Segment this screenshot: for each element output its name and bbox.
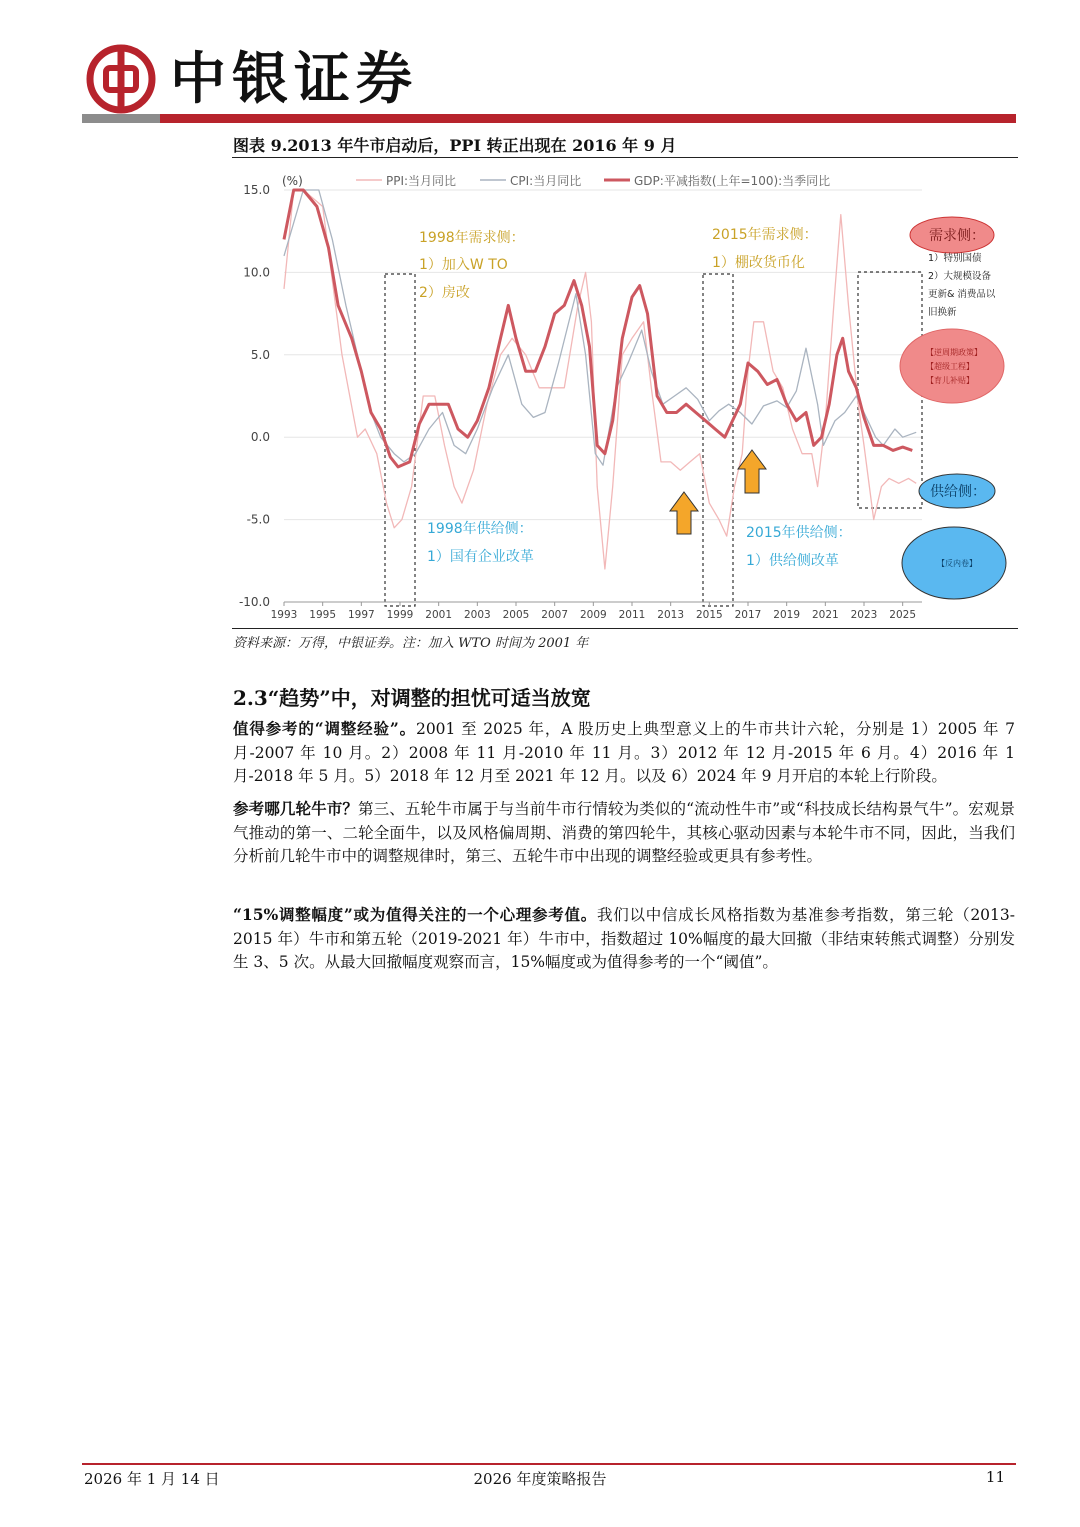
x-tick-label: 1995 [309, 609, 337, 621]
y-unit-label: (%) [282, 174, 303, 188]
demand-list-item1: 1）特别国债 [928, 253, 982, 264]
y-tick-label: -5.0 [246, 512, 270, 527]
figure-title: 图表 9.2013 年牛市启动后，PPI 转正出现在 2016 年 9 月 [233, 136, 677, 155]
policy-tag-3: 【育儿补贴】 [926, 376, 974, 385]
x-tick-label: 2013 [657, 609, 685, 621]
highlight-box-1999 [385, 274, 415, 606]
y-tick-label: 5.0 [250, 347, 270, 362]
x-tick-label: 2021 [811, 609, 839, 621]
legend-label-gdp: GDP:平减指数(上年=100):当季同比 [634, 174, 831, 188]
annotation-demand-2015-title: 2015年需求侧： [712, 227, 818, 243]
bank-logo-icon [86, 44, 156, 114]
footer-date: 2026 年 1 月 14 日 [84, 1470, 220, 1488]
header-bar-red [160, 114, 1016, 123]
footer-report-name: 2026 年度策略报告 [473, 1470, 607, 1488]
figure-source: 资料来源：万得，中银证券。注：加入 WTO 时间为 2001 年 [233, 636, 589, 651]
up-arrow-icon [670, 492, 698, 534]
demand-bubble-label: 需求侧： [929, 228, 985, 244]
annotation-demand-1998-title: 1998年需求侧： [419, 230, 525, 246]
policy-tag-2: 【超级工程】 [926, 362, 974, 371]
y-tick-label: 15.0 [243, 183, 270, 197]
paragraph-1 [233, 717, 1015, 789]
figure-rule [232, 157, 1018, 158]
x-tick-label: 2001 [425, 609, 453, 621]
paragraph-3 [233, 903, 1015, 975]
annotation-demand-1998-item1: 1）加入W TO [419, 257, 508, 273]
x-tick-label: 2017 [734, 609, 762, 621]
x-tick-label: 2003 [463, 609, 491, 621]
x-tick-label: 2023 [850, 609, 878, 621]
y-tick-label: 10.0 [243, 265, 270, 280]
series-line-gdp-deflator [284, 190, 912, 467]
source-rule [232, 628, 1018, 629]
paragraph-2 [233, 797, 1015, 869]
x-tick-label: 2015 [695, 609, 723, 621]
x-tick-label: 2007 [541, 609, 569, 621]
y-tick-label: 0.0 [250, 430, 270, 445]
x-tick-label: 2019 [773, 609, 801, 621]
demand-list-item3: 更新& 消费品以 [928, 289, 996, 300]
paragraph-3-text: 我们以中信成长风格指数为基准参考指数，第三轮（2013-2015 年）牛市和第五轮（2019-2021 年）牛市中，指数超过 10%幅度的最大回撤（非结束转熊式调整）分别发生 3、5 次。从最大回撤幅度观察而言，15%幅度或为值得参考的一个“阈值”。 [233, 906, 1016, 971]
demand-list-item2: 2）大规模设备 [928, 271, 992, 282]
series-layer [284, 190, 916, 569]
paragraph-3-lead: “15%调整幅度”或为值得关注的一个心理参考值。 [233, 905, 597, 924]
header-bar-gray [82, 114, 160, 123]
legend [282, 173, 830, 188]
x-tick-label: 1993 [270, 609, 298, 621]
supply-tag: 【反内卷】 [937, 559, 977, 568]
x-tick-label: 1997 [347, 609, 375, 621]
section-title: 2.3“趋势”中，对调整的担忧可适当放宽 [233, 686, 591, 710]
annotation-supply-1998-item1: 1）国有企业改革 [427, 549, 534, 565]
page-number: 11 [985, 1468, 1005, 1486]
annotation-demand-1998-item2: 2）房改 [419, 285, 470, 301]
highlight-box-2015 [703, 274, 733, 606]
x-tick-label: 2011 [618, 609, 646, 621]
annotation-demand-2015-item1: 1）棚改货币化 [712, 255, 805, 271]
paragraph-1-text: 2001 至 2025 年，A 股历史上典型意义上的牛市共计六轮，分别是 1）2005 年 7 月-2007 年 10 月。2）2008 年 11 月-2010 年 11 月。3）2012 年 12 月-2015 年 6 月。4）2016 年 1 月-2018 年 5 月。5）2018 年 12 月至 2021 年 12 月。以及 6）2024 年 9 月开启的本轮上行阶段。 [233, 720, 1015, 785]
policy-tag-1: 【逆周期政策】 [926, 348, 982, 357]
x-tick-label: 2005 [502, 609, 530, 621]
annotation-supply-2015-item1: 1）供给侧改革 [746, 553, 839, 569]
x-tick-label: 2009 [579, 609, 607, 621]
annotation-supply-1998-title: 1998年供给侧： [427, 521, 533, 537]
paragraph-2-text: 第三、五轮牛市属于与当前牛市行情较为类似的“流动性牛市”或“科技成长结构景气牛”。宏观景气推动的第一、二轮全面牛，以及风格偏周期、消费的第四轮牛，其核心驱动因素与本轮牛市不同，因此，当我们分析前几轮牛市中的调整规律时，第三、五轮牛市中出现的调整经验或更具有参考性。 [233, 800, 1015, 865]
paragraph-1-lead: 值得参考的“调整经验”。 [233, 719, 416, 738]
annotation-supply-2015-title: 2015年供给侧： [746, 525, 852, 541]
brand-name: 中银证券 [170, 46, 418, 112]
series-line-ppi [284, 190, 916, 569]
y-tick-label: -10.0 [238, 595, 270, 609]
footer-rule [82, 1463, 1016, 1465]
x-tick-label: 2025 [889, 609, 917, 621]
ppi-cpi-gdp-chart [232, 162, 1018, 624]
paragraph-2-lead: 参考哪几轮牛市？ [233, 799, 358, 818]
legend-label-cpi: CPI:当月同比 [510, 174, 582, 188]
supply-bubble-label: 供给侧： [930, 484, 986, 500]
legend-label-ppi: PPI:当月同比 [386, 174, 457, 188]
demand-list-item4: 旧换新 [928, 307, 957, 318]
x-tick-label: 1999 [386, 609, 414, 621]
